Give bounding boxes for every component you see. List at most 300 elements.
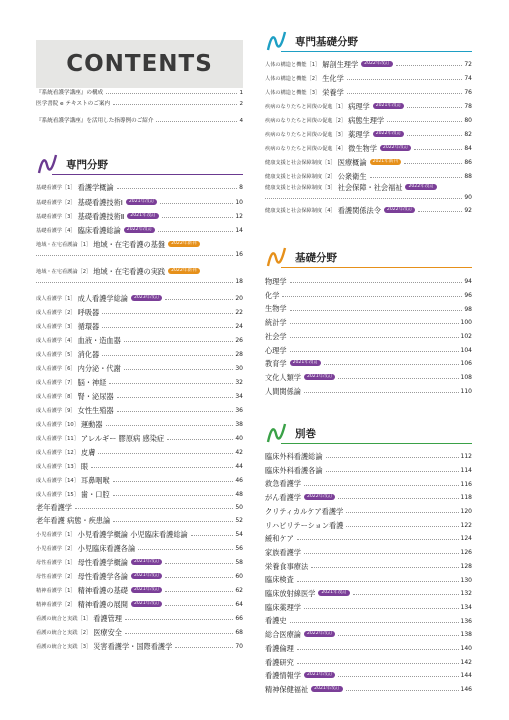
toc-entry[interactable] [265,563,472,570]
leader-dots [387,121,462,122]
entry-page: 38 [235,421,243,429]
entry-page: 52 [235,517,243,525]
entry-page: 8 [239,184,243,192]
leader-dots [290,351,459,352]
entry-series-label: 母性看護学［1］ [36,560,76,566]
entry-page: 96 [464,291,472,299]
toc-entry[interactable] [36,629,243,636]
entry-page: 64 [235,601,243,609]
toc-entry[interactable] [36,517,243,524]
entry-series-label: 基礎看護学［1］ [36,185,76,191]
entry-series-label: 基礎看護学［3］ [36,214,76,220]
revision-badge: 2021年改訂 [290,360,321,367]
toc-entry[interactable] [265,61,472,68]
entry-page: 118 [460,494,472,502]
revision-badge: 2021年改訂 [131,587,162,594]
toc-entry[interactable] [265,672,472,679]
toc-entry[interactable] [36,323,243,330]
toc-entry[interactable] [36,435,243,442]
leader-dots [102,327,233,328]
entry-title: 歯・口腔 [80,490,110,499]
entry-page: 58 [235,559,243,567]
revision-badge: 2021年改訂 [127,213,158,220]
entry-page: 18 [235,278,243,285]
entry-page: 144 [460,672,472,680]
entry-title: 生化学 [322,74,344,83]
revision-badge: 2022年改訂 [304,631,335,638]
section-title: 別巻 [295,428,316,440]
entry-series-label: 健康支援と社会保障制度［4］ [265,208,336,214]
entry-page: 146 [460,686,472,694]
revision-badge: 2021年改訂 [311,686,342,693]
entry-series-label: 成人看護学［3］ [36,324,76,330]
toc-entry[interactable] [265,549,472,556]
entry-page: 78 [464,103,472,111]
entry-page: 120 [460,508,472,515]
leader-dots [175,647,233,648]
leader-dots [162,217,234,218]
toc-entry-continuation [265,194,472,201]
entry-title: 眼 [80,462,89,471]
toc-entry[interactable] [265,117,472,124]
entry-title: 看護関係法令 [337,206,381,215]
entry-series-label: 疾病のなりたちと回復の促進［4］ [265,146,347,152]
toc-entry[interactable] [265,590,472,597]
toc-entry[interactable] [265,508,472,515]
entry-series-label: 成人看護学［1］ [36,296,76,302]
toc-entry[interactable] [265,631,472,638]
entry-title: 社会保障・社会福祉 [337,183,403,192]
revision-badge: 2022年改訂 [124,227,155,234]
entry-page: 68 [235,629,243,637]
toc-entry[interactable] [36,365,243,372]
entry-series-label: 看護の統合と実践［1］ [36,616,92,622]
entry-title: 公衆衛生 [337,172,367,181]
section-divider [281,443,472,444]
toc-entry[interactable] [265,347,472,354]
toc-entry[interactable] [36,504,243,511]
toc-entry[interactable] [265,522,472,529]
entry-title: 栄養学 [322,88,344,97]
leader-dots [338,498,458,499]
toc-entry[interactable] [36,407,243,414]
entry-page: 26 [235,337,243,345]
entry-title: 母性看護学各論 [77,572,128,581]
leader-dots [165,591,233,592]
toc-entry[interactable] [265,604,472,611]
entry-title: 精神看護の基礎 [77,586,128,595]
entry-page: 22 [235,309,243,317]
entry-title: 基礎看護技術Ⅰ [77,198,123,207]
intro-item[interactable] [36,88,243,96]
leader-dots [102,313,233,314]
leader-dots [290,337,459,338]
entry-title: 女性生殖器 [77,406,114,415]
toc-entry[interactable] [36,227,243,234]
toc-entry[interactable] [36,477,243,484]
revision-badge: 2022年改訂 [384,207,415,214]
entry-series-label: 健康支援と社会保障制度［3］ [265,185,336,191]
entry-series-label: 成人看護学［14］ [36,478,79,484]
entry-series-label: 人体の構造と機能［2］ [265,76,321,82]
entry-page: 98 [464,305,472,313]
section-betsu [265,422,472,446]
entry-page: 28 [235,351,243,359]
revision-badge: 2021年改訂 [131,559,162,566]
revision-badge: 2021年改訂 [131,573,162,580]
leader-dots [290,323,459,324]
leader-dots [167,439,233,440]
leader-dots [353,594,459,595]
leader-dots [304,485,459,486]
entry-title: クリティカルケア看護学 [265,506,344,516]
entry-series-label: 成人看護学［2］ [36,310,76,316]
entry-title: 脳・神経 [77,378,107,387]
entry-series-label: 疾病のなりたちと回復の促進［3］ [265,132,347,138]
section-divider [52,174,243,175]
intro-item-page: 4 [239,118,243,124]
toc-entry[interactable] [265,184,472,191]
revision-badge: 2022年新刊 [168,241,199,248]
revision-badge: 2021年改訂 [304,672,335,679]
entry-page: 54 [235,531,243,539]
entry-title: 微生物学 [348,144,377,153]
leader-dots [290,282,463,283]
toc-entry[interactable] [265,75,472,82]
leader-dots [346,512,458,513]
leader-dots [113,495,234,496]
toc-entry[interactable] [265,576,472,583]
entry-title: 災害看護学・国際看護学 [93,642,173,651]
toc-entry[interactable] [265,374,472,381]
entry-title: 耳鼻咽喉 [80,476,110,485]
toc-entry[interactable] [265,131,472,138]
entry-page: 136 [460,617,472,625]
entry-title: 生物学 [265,304,287,314]
toc-entry[interactable] [265,89,472,96]
entry-title: 看護研究 [265,657,294,667]
entry-title: 看護情報学 [265,671,301,681]
toc-entry[interactable] [265,278,472,285]
entry-title: アレルギー 膠原病 感染症 [80,434,165,443]
toc-entry[interactable] [36,559,243,566]
leader-dots [346,526,458,527]
entry-page: 74 [464,75,472,83]
entry-series-label: 成人看護学［10］ [36,422,79,428]
entry-page: 44 [235,463,243,471]
entry-title: 臨床放射線医学 [265,589,316,598]
entry-title: 呼吸器 [77,308,100,317]
entry-series-label: 精神看護学［2］ [36,602,76,608]
leader-dots [106,93,237,94]
entry-title: 家族看護学 [265,547,301,557]
section-logo-icon [265,246,287,268]
leader-dots [338,676,458,677]
toc-entry[interactable] [265,159,472,166]
toc-entry[interactable] [36,545,243,552]
revision-badge: 2021年改訂 [373,103,404,110]
entry-page: 110 [460,387,472,395]
entry-title: 地域・在宅看護の実践 [93,267,166,276]
leader-dots [124,341,234,342]
entry-series-label: 基礎看護学［4］ [36,228,76,234]
entry-title: 文化人類学 [265,372,301,382]
entry-page: 140 [460,645,472,652]
entry-title: 老年看護学 [36,503,72,512]
entry-title: 救急看護学 [265,479,301,489]
entry-title: 薬理学 [348,130,370,139]
intro-item[interactable] [36,116,243,124]
entry-page: 82 [464,131,472,139]
entry-page: 134 [460,603,472,611]
section-title: 基礎分野 [295,252,337,264]
leader-dots [106,425,234,426]
entry-title: 臨床薬理学 [265,602,301,612]
entry-title: 成人看護学総論 [77,294,128,303]
toc-entry[interactable] [36,573,243,580]
entry-page: 48 [235,491,243,499]
entry-page: 94 [464,278,472,286]
section-kiso [265,246,472,270]
toc-entry[interactable] [265,145,472,152]
entry-page: 114 [460,466,472,474]
entry-title: 教育学 [265,359,287,369]
toc-entry[interactable] [265,453,472,460]
toc-entry[interactable] [36,421,243,428]
entry-page: 34 [235,393,243,401]
leader-dots [265,198,462,199]
leader-dots [98,453,233,454]
entry-title: 精神看護の展開 [77,600,128,609]
revision-badge: 2021年改訂 [304,374,335,381]
entry-title: 解剖生理学 [322,60,359,69]
leader-dots [109,383,233,384]
leader-dots [160,203,233,204]
entry-series-label: 小児看護学［1］ [36,532,76,538]
entry-page: 16 [235,251,243,258]
leader-dots [156,121,237,122]
entry-title: 血液・造血器 [77,336,121,345]
leader-dots [165,577,233,578]
entry-title: 臨床検査 [265,575,294,585]
entry-title: 母性看護学概論 [77,558,128,567]
toc-entry[interactable] [36,199,243,206]
leader-dots [138,549,233,550]
entry-title: 小児看護学概論 小児臨床看護総論 [77,530,188,539]
entry-page: 88 [464,173,472,181]
leader-dots [324,364,458,365]
leader-dots [404,163,462,164]
entry-title: 化学 [265,290,280,300]
toc-entry[interactable] [265,617,472,624]
entry-series-label: 成人看護学［9］ [36,408,76,414]
intro-item[interactable] [36,99,243,107]
leader-dots [418,211,462,212]
toc-entry[interactable] [36,379,243,386]
entry-title: 看護学概論 [77,183,114,192]
entry-title: 精神保健福祉 [265,684,309,694]
toc-entry[interactable] [36,184,243,191]
entry-page: 102 [460,333,472,340]
entry-series-label: 成人看護学［15］ [36,492,79,498]
entry-title: 病態生理学 [348,116,385,125]
leader-dots [311,567,458,568]
entry-page: 20 [235,295,243,303]
entry-page: 56 [235,545,243,553]
entry-title: 社会学 [265,331,287,341]
leader-dots [297,649,459,650]
entry-title: 人間関係論 [265,386,301,396]
revision-badge: 2022年改訂 [405,184,436,191]
entry-page: 90 [464,194,472,201]
entry-series-label: 精神看護学［1］ [36,588,76,594]
revision-badge: 2022年改訂 [304,494,335,501]
leader-dots [347,79,463,80]
entry-series-label: 成人看護学［11］ [36,436,79,442]
intro-item-page: 1 [239,90,243,96]
leader-dots [113,521,233,522]
intro-item-page: 2 [239,101,243,107]
section-divider [281,51,472,52]
entry-series-label: 成人看護学［12］ [36,450,79,456]
toc-entry[interactable] [36,491,243,498]
revision-badge: 2022年改訂 [373,131,404,138]
entry-title: 循環器 [77,322,100,331]
revision-badge: 2022年新刊 [168,268,199,275]
leader-dots [102,355,233,356]
toc-entry[interactable] [36,531,243,538]
entry-title: 物理学 [265,277,287,286]
leader-dots [117,411,234,412]
toc-entry[interactable] [36,309,243,316]
leader-dots [282,296,462,297]
toc-entry[interactable] [36,601,243,608]
entry-title: 地域・在宅看護の基盤 [93,240,166,249]
toc-entry[interactable] [36,241,243,248]
entry-series-label: 成人看護学［6］ [36,366,76,372]
toc-entry[interactable] [36,643,243,650]
leader-dots [165,605,233,606]
toc-entry[interactable] [36,449,243,456]
entry-page: 104 [460,346,472,354]
entry-page: 112 [460,453,472,461]
leader-dots [117,397,234,398]
toc-entry[interactable] [265,292,472,299]
leader-dots [338,635,458,636]
toc-entry[interactable] [36,351,243,358]
leader-dots [370,177,463,178]
entry-page: 130 [460,576,472,584]
entry-page: 128 [460,562,472,570]
leader-dots [347,93,463,94]
toc-entry[interactable] [36,268,243,275]
entry-series-label: 健康支援と社会保障制度［2］ [265,174,336,180]
toc-entry[interactable] [36,615,243,622]
leader-dots [36,255,233,256]
entry-title: 心理学 [265,345,287,355]
toc-entry[interactable] [265,173,472,180]
toc-entry[interactable] [265,319,472,326]
entry-series-label: 小児看護学［2］ [36,546,76,552]
entry-title: 老年看護 病態・疾患論 [36,516,111,525]
toc-entry[interactable] [36,295,243,302]
toc-entry[interactable] [36,213,243,220]
entry-series-label: 母性看護学［2］ [36,574,76,580]
toc-entry[interactable] [265,207,472,214]
toc-entry[interactable] [265,480,472,487]
leader-dots [36,282,233,283]
leader-dots [125,633,233,634]
section-divider [281,267,472,268]
revision-badge: 2023年改訂 [131,295,162,302]
entry-title: 消化器 [77,350,100,359]
leader-dots [191,535,234,536]
toc-entry[interactable] [265,494,472,501]
leader-dots [326,457,459,458]
toc-entry[interactable] [36,587,243,594]
entry-page: 106 [460,360,472,368]
toc-entry[interactable] [36,337,243,344]
entry-series-label: 成人看護学［5］ [36,352,76,358]
entry-title: 医療概論 [337,158,367,167]
entry-series-label: 看護の統合と実践［2］ [36,630,92,636]
entry-page: 62 [235,587,243,595]
entry-series-label: 地域・在宅看護論［1］ [36,242,92,248]
toc-entry[interactable] [265,659,472,666]
toc-entry[interactable] [265,388,472,395]
leader-dots [338,378,458,379]
entry-page: 80 [464,117,472,125]
revision-badge: 2022年改訂 [380,145,411,152]
entry-title: リハビリテーション看護 [265,520,344,530]
entry-title: 臨床看護総論 [77,226,121,235]
entry-series-label: 成人看護学［7］ [36,380,76,386]
section-logo-icon [265,422,287,444]
entry-title: 緩和ケア [265,534,294,544]
toc-entry[interactable] [36,463,243,470]
revision-badge: 2021年改訂 [131,601,162,608]
entry-page: 14 [235,227,243,235]
toc-entry[interactable] [265,645,472,652]
entry-page: 124 [460,535,472,543]
entry-page: 126 [460,549,472,557]
entry-series-label: 成人看護学［13］ [36,464,79,470]
toc-entry-continuation [36,251,243,258]
entry-title: 臨床外科看護総論 [265,452,323,461]
leader-dots [297,539,459,540]
toc-entry[interactable] [36,393,243,400]
toc-entry[interactable] [265,360,472,367]
toc-entry[interactable] [265,535,472,542]
entry-page: 116 [460,480,472,488]
entry-page: 32 [235,379,243,387]
entry-series-label: 疾病のなりたちと回復の促進［1］ [265,104,347,110]
entry-page: 24 [235,323,243,331]
toc-entry[interactable] [265,686,472,693]
leader-dots [407,107,462,108]
toc-entry[interactable] [265,467,472,474]
toc-entry[interactable] [265,103,472,110]
revision-badge: 2022年改訂 [361,61,392,68]
toc-entry[interactable] [265,333,472,340]
entry-title: 栄養食事療法 [265,561,309,571]
entry-series-label: 看護の統合と実践［3］ [36,644,92,650]
entry-title: 看護管理 [93,614,122,623]
leader-dots [158,231,233,232]
toc-entry[interactable] [265,305,472,312]
entry-page: 72 [464,61,472,69]
leader-dots [290,310,463,311]
